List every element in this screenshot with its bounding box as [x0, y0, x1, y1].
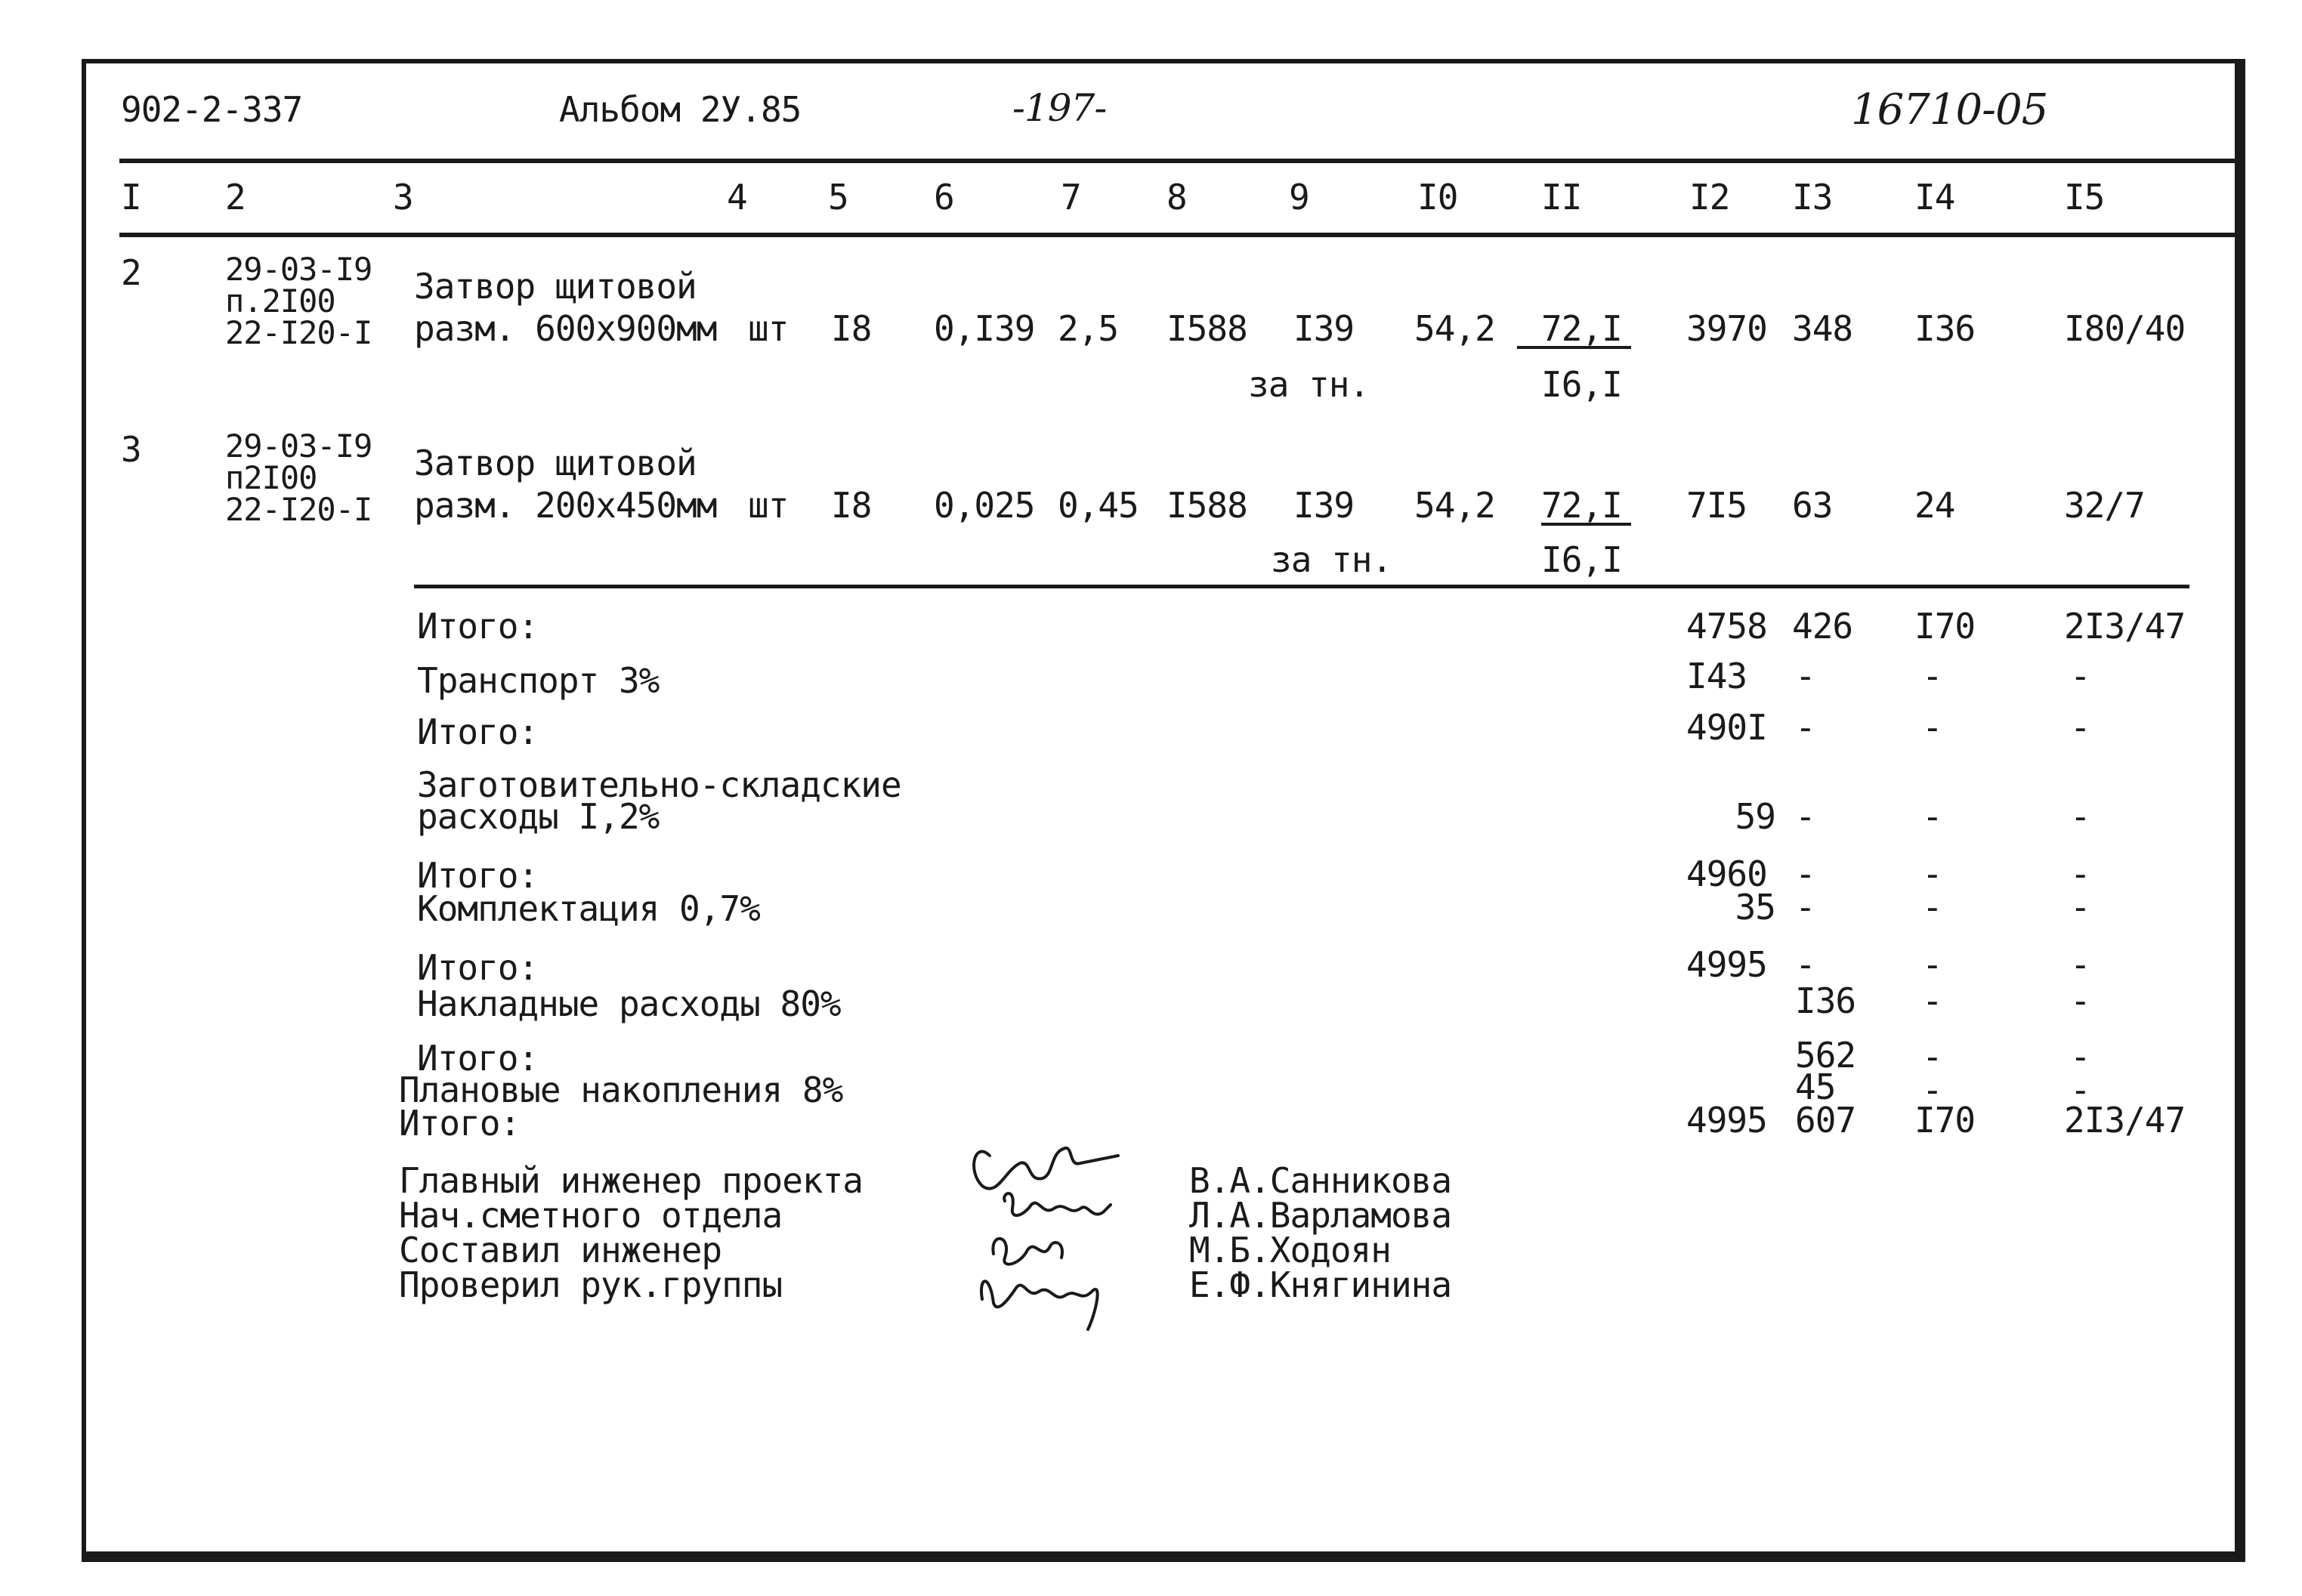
summary-c13: 607: [1795, 1100, 1856, 1141]
item-name: Затвор щитовой: [414, 266, 697, 307]
item-name: разм. 200х450мм: [414, 485, 717, 526]
col-header-3: 3: [393, 177, 413, 218]
col-header-11: II: [1541, 177, 1582, 218]
summary-c13: -: [1795, 944, 1815, 985]
summary-label: Комплектация 0,7%: [417, 888, 760, 929]
price-code: п.2I00: [225, 282, 335, 320]
summary-c14: -: [1922, 796, 1942, 837]
cell-c9: I39: [1293, 485, 1355, 526]
cell-c8: I588: [1166, 485, 1247, 526]
summary-c14: -: [1922, 1070, 1942, 1110]
col-header-1: I: [121, 177, 141, 218]
cell-c10: 54,2: [1414, 485, 1495, 526]
signatory-name: В.А.Санникова: [1189, 1160, 1452, 1201]
summary-c15: -: [2070, 980, 2090, 1021]
summary-c13: 45: [1795, 1067, 1836, 1107]
summary-c13: -: [1795, 656, 1815, 696]
cell-c15: I80/40: [2064, 308, 2186, 349]
summary-label: Итого:: [417, 606, 539, 647]
page-number: -197-: [1012, 86, 1107, 130]
col-header-9: 9: [1289, 177, 1309, 218]
signatory-role: Составил инженер: [399, 1230, 722, 1270]
col-header-6: 6: [934, 177, 954, 218]
unit: шт: [748, 485, 789, 526]
cell-c7: 2,5: [1058, 308, 1119, 349]
col-header-12: I2: [1689, 177, 1730, 218]
summary-label: Итого:: [417, 855, 539, 896]
summary-c12: 490I: [1686, 707, 1767, 748]
cell-c14: I36: [1914, 308, 1976, 349]
col-header-13: I3: [1792, 177, 1833, 218]
summary-c13: 426: [1792, 606, 1853, 647]
summary-c13: 562: [1795, 1035, 1856, 1076]
cell-c10: 54,2: [1414, 308, 1495, 349]
signatory-name: Л.А.Варламова: [1189, 1195, 1452, 1236]
summary-c12: 35: [1735, 887, 1775, 928]
signatory-name: М.Б.Ходоян: [1189, 1230, 1391, 1270]
summary-c12: 59: [1735, 796, 1775, 837]
summary-c15: -: [2070, 707, 2090, 748]
col-header-8: 8: [1166, 177, 1187, 218]
summary-c13: -: [1795, 796, 1815, 837]
col-header-2: 2: [225, 177, 246, 218]
header-divider: [119, 159, 2235, 163]
summary-c15: 2I3/47: [2064, 606, 2186, 647]
summary-c14: I70: [1914, 606, 1976, 647]
price-code: п2I00: [225, 459, 317, 496]
cell-c12: 3970: [1686, 308, 1767, 349]
price-code: 22-I20-I: [225, 491, 372, 528]
summary-label: Плановые накопления 8%: [399, 1070, 843, 1110]
summary-label: Транспорт 3%: [417, 660, 660, 701]
cell-c11-top: 72,I: [1541, 488, 1631, 526]
summary-c14: -: [1922, 854, 1942, 894]
row-number: 3: [121, 429, 141, 470]
summary-c14: -: [1922, 944, 1942, 985]
col-header-14: I4: [1914, 177, 1955, 218]
column-header-divider: [119, 233, 2235, 237]
summary-c12: I43: [1686, 656, 1747, 696]
cell-c13: 63: [1792, 485, 1833, 526]
summary-c14: -: [1922, 707, 1942, 748]
summary-c12: 4995: [1686, 1100, 1767, 1141]
col-header-15: I5: [2064, 177, 2105, 218]
cell-c8: I588: [1166, 308, 1247, 349]
cell-c11-top: 72,I: [1517, 311, 1631, 349]
summary-label: Итого:: [417, 712, 539, 752]
summary-c15: -: [2070, 944, 2090, 985]
album-label: Альбом 2У.85: [559, 89, 802, 130]
summary-c14: -: [1922, 980, 1942, 1021]
summary-c12: 4960: [1686, 854, 1767, 894]
cell-c9: I39: [1293, 308, 1355, 349]
price-code: 29-03-I9: [225, 251, 372, 288]
signatory-role: Проверил рук.группы: [399, 1264, 783, 1305]
summary-c14: -: [1922, 656, 1942, 696]
cell-c9-note: за тн.: [1248, 364, 1370, 405]
summary-label: Итого:: [417, 947, 539, 988]
cell-c11-bottom: I6,I: [1541, 539, 1622, 580]
col-header-5: 5: [828, 177, 848, 218]
summary-c15: 2I3/47: [2064, 1100, 2186, 1141]
cell-c13: 348: [1792, 308, 1853, 349]
item-name: разм. 600х900мм: [414, 308, 717, 349]
summary-c14: -: [1922, 1036, 1942, 1077]
cell-c6: 0,025: [934, 485, 1035, 526]
summary-label: Заготовительно-складские: [417, 764, 901, 805]
doc-number: 16710-05: [1851, 85, 2048, 134]
signatory-role: Нач.сметного отдела: [399, 1195, 783, 1236]
summary-c15: -: [2070, 854, 2090, 894]
summary-c14: I70: [1914, 1100, 1976, 1141]
project-code: 902-2-337: [121, 89, 303, 130]
handwritten-signatures: [959, 1110, 1186, 1337]
cell-c5: I8: [831, 485, 872, 526]
cell-c9-note: за тн.: [1271, 539, 1392, 580]
price-code: 22-I20-I: [225, 314, 372, 351]
summary-c13: -: [1795, 887, 1815, 928]
summary-c13: I36: [1795, 980, 1856, 1021]
summary-label: Итого:: [399, 1103, 521, 1144]
cell-c12: 7I5: [1686, 485, 1747, 526]
cell-c5: I8: [831, 308, 872, 349]
summary-c12: 4995: [1686, 944, 1767, 985]
summary-c15: -: [2070, 1036, 2090, 1077]
cell-c15: 32/7: [2064, 485, 2145, 526]
summary-label-continued: расходы I,2%: [417, 796, 660, 837]
price-code: 29-03-I9: [225, 428, 372, 465]
unit: шт: [748, 308, 789, 349]
summary-c15: -: [2070, 796, 2090, 837]
summary-divider: [414, 585, 2189, 588]
cell-c14: 24: [1914, 485, 1955, 526]
col-header-7: 7: [1061, 177, 1081, 218]
signatory-role: Главный инженер проекта: [399, 1160, 863, 1201]
cell-c7: 0,45: [1058, 485, 1139, 526]
summary-c14: -: [1922, 887, 1942, 928]
col-header-10: I0: [1417, 177, 1458, 218]
summary-c15: -: [2070, 1070, 2090, 1110]
col-header-4: 4: [727, 177, 747, 218]
summary-c13: -: [1795, 854, 1815, 894]
item-name: Затвор щитовой: [414, 443, 697, 483]
summary-c12: 4758: [1686, 606, 1767, 647]
summary-label: Накладные расходы 80%: [417, 983, 841, 1024]
summary-c15: -: [2070, 656, 2090, 696]
summary-c13: -: [1795, 707, 1815, 748]
signatory-name: Е.Ф.Княгинина: [1189, 1264, 1452, 1305]
summary-label: Итого:: [417, 1038, 539, 1079]
summary-c15: -: [2070, 887, 2090, 928]
cell-c6: 0,I39: [934, 308, 1035, 349]
row-number: 2: [121, 252, 141, 293]
cell-c11-bottom: I6,I: [1541, 364, 1622, 405]
